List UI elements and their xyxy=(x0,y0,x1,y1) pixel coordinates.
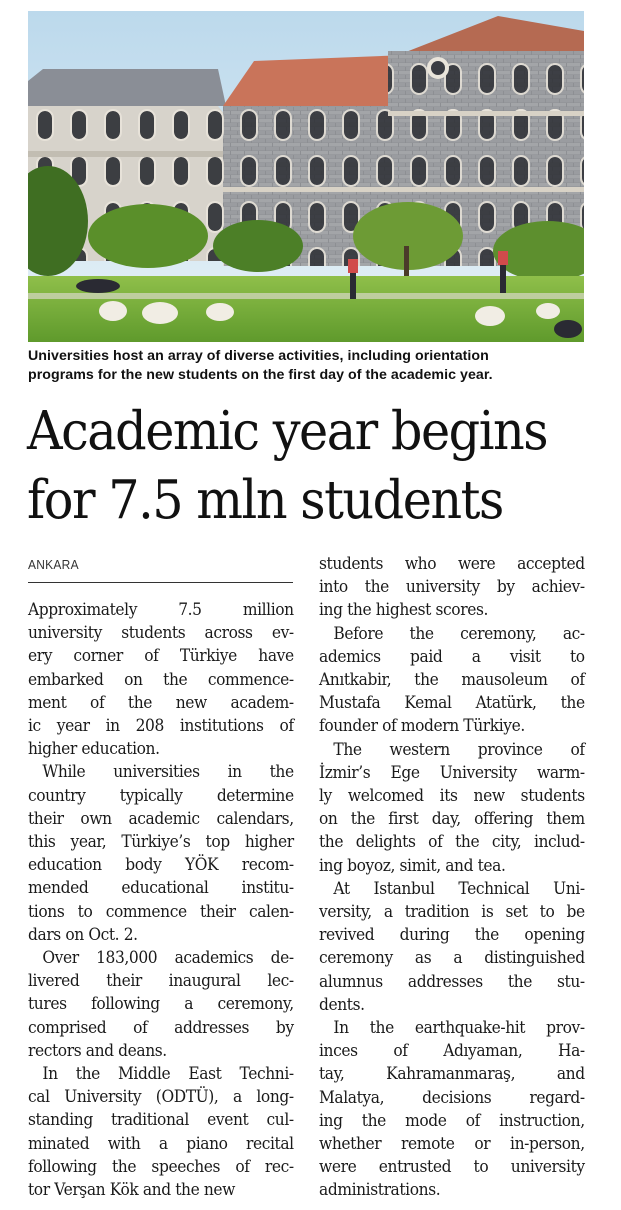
article-line: ery corner of Türkiye have xyxy=(28,646,294,667)
article-line: the delights of the city, includ- xyxy=(319,832,585,853)
article-line: tay, Kahramanmaraş, and xyxy=(319,1064,585,1085)
article-line: rectors and deans. xyxy=(28,1040,167,1061)
article-line: tor Verşan Kök and the new xyxy=(28,1180,236,1201)
photo-caption xyxy=(28,347,588,385)
campus-photo xyxy=(28,11,584,342)
article-line: ment of the new academ- xyxy=(28,692,294,713)
article-line: standing traditional event cul- xyxy=(28,1110,294,1131)
article-line: university students across ev- xyxy=(28,623,294,644)
article-line: ic year in 208 institutions of xyxy=(28,716,294,737)
article-line: dars on Oct. 2. xyxy=(28,924,138,945)
article-line: following the speeches of rec- xyxy=(28,1156,294,1177)
article-line: Before the ceremony, ac- xyxy=(333,623,585,644)
article-line: administrations. xyxy=(319,1180,441,1201)
article-line: While universities in the xyxy=(42,762,294,783)
article-line: were entrusted to university xyxy=(319,1157,585,1178)
article-line: embarked on the commence- xyxy=(28,669,294,690)
article-line: founder of modern Türkiye. xyxy=(319,716,525,737)
caption-line: Universities host an array of diverse activities, including orientation xyxy=(28,348,489,364)
article-line: tures following a ceremony, xyxy=(28,994,294,1015)
article-line: ing the highest scores. xyxy=(319,600,488,621)
headline-line: for 7.5 mln students xyxy=(27,470,503,531)
article-line: country typically determine xyxy=(28,785,294,806)
article-line: revived during the opening xyxy=(319,925,585,946)
article-line: The western province of xyxy=(333,739,585,760)
article-line: dents. xyxy=(319,994,365,1015)
article-headline xyxy=(27,397,566,535)
article-line: Anıtkabir, the mausoleum of xyxy=(319,670,585,691)
article-line: Approximately 7.5 million xyxy=(28,600,294,620)
article-line: ly welcomed its new students xyxy=(319,786,585,807)
article-line: comprised of addresses by xyxy=(28,1017,294,1038)
article-line: Mustafa Kemal Atatürk, the xyxy=(319,693,585,714)
article-line: mended educational institu- xyxy=(28,878,294,899)
article-line: their own academic calendars, xyxy=(28,808,294,829)
dateline-rule xyxy=(28,582,293,583)
article-line: Over 183,000 academics de- xyxy=(42,948,294,969)
headline-line: Academic year begins xyxy=(27,401,548,462)
article-line: livered their inaugural lec- xyxy=(28,971,294,992)
article-line: higher education. xyxy=(28,739,160,760)
article-line: tions to commence their calen- xyxy=(28,901,294,922)
article-line: versity, a tradition is set to be xyxy=(319,902,585,923)
article-line: In the earthquake-hit prov- xyxy=(333,1018,585,1039)
article-line: ing the mode of instruction, xyxy=(319,1110,585,1131)
article-line: At Istanbul Technical Uni- xyxy=(333,878,585,899)
caption-line: programs for the new students on the first day of the academic year. xyxy=(28,367,493,383)
article-line: on the first day, offering them xyxy=(319,809,585,830)
article-line: alumnus addresses the stu- xyxy=(319,971,585,992)
article-line: cal University (ODTÜ), a long- xyxy=(28,1087,294,1108)
article-column-right xyxy=(319,553,585,1203)
article-line: Malatya, decisions regard- xyxy=(319,1087,585,1108)
article-line: İzmir’s Ege University warm- xyxy=(319,762,585,783)
article-line: ing boyoz, simit, and tea. xyxy=(319,855,506,876)
article-line: into the university by achiev- xyxy=(319,577,585,598)
article-line: ceremony as a distinguished xyxy=(319,948,585,969)
article-line: students who were accepted xyxy=(319,554,585,574)
article-line: ademics paid a visit to xyxy=(319,646,585,667)
article-line: this year, Türkiye’s top higher xyxy=(28,832,294,853)
article-line: In the Middle East Techni- xyxy=(42,1064,294,1085)
article-line: education body YÖK recom- xyxy=(28,855,294,876)
article-line: whether remote or in-person, xyxy=(319,1134,585,1155)
article-column-left xyxy=(28,599,294,1202)
dateline: ANKARA xyxy=(28,557,79,572)
article-line: minated with a piano recital xyxy=(28,1133,294,1154)
article-line: inces of Adıyaman, Ha- xyxy=(319,1041,585,1062)
